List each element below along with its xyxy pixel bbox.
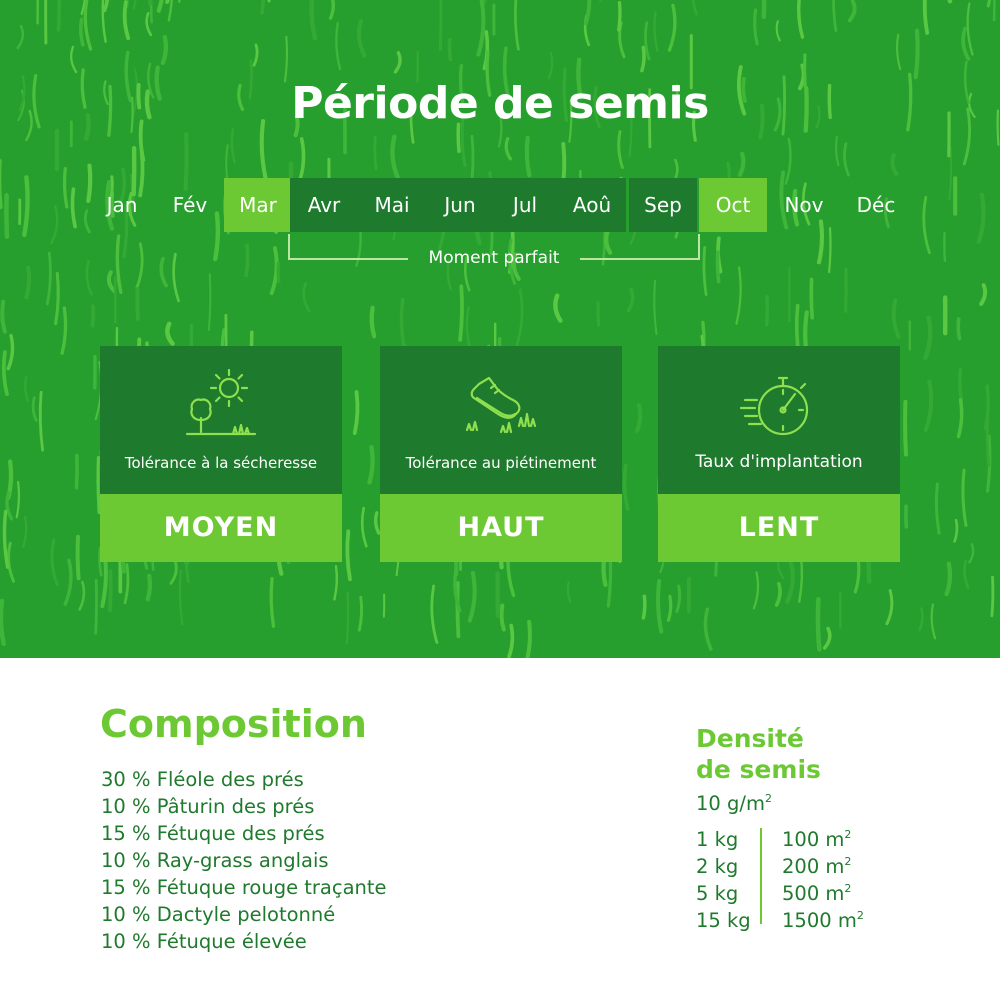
density-row	[696, 828, 936, 855]
grass-blade	[8, 336, 12, 369]
grass-blade	[359, 21, 364, 56]
grass-blade	[331, 0, 334, 18]
density-row	[696, 882, 936, 909]
card-value: MOYEN	[100, 494, 342, 562]
grass-blade	[586, 0, 589, 24]
grass-blade	[52, 206, 57, 243]
density-table	[696, 828, 936, 940]
month-sep: Sep	[629, 178, 697, 232]
perfect-moment-label: Moment parfait	[428, 248, 560, 268]
density-title-line1: Densité	[696, 724, 804, 753]
grass-blade	[392, 137, 398, 179]
month-aug: Aoû	[558, 178, 626, 232]
grass-blade	[600, 0, 603, 1]
grass-blade	[642, 47, 644, 70]
grass-blade	[4, 352, 7, 394]
grass-blade	[401, 300, 405, 353]
grass-blade	[787, 562, 792, 602]
grass-blade	[969, 544, 973, 562]
density-row	[696, 855, 936, 882]
grass-blade	[555, 296, 560, 321]
grass-blade	[375, 137, 376, 169]
grass-blade	[968, 4, 973, 55]
grass-blade	[18, 26, 23, 48]
grass-blade	[704, 247, 706, 294]
grass-blade	[892, 155, 896, 174]
grass-blade	[777, 21, 780, 40]
month-jul: Jul	[491, 178, 559, 232]
grass-blade	[272, 248, 277, 293]
grass-blade	[137, 244, 142, 288]
grass-blade	[93, 306, 94, 325]
month-dec: Déc	[856, 193, 896, 217]
grass-blade	[304, 284, 310, 311]
grass-blade	[109, 272, 114, 291]
grass-blade	[677, 586, 680, 611]
grass-blade	[370, 447, 373, 482]
grass-blade	[992, 577, 993, 616]
grass-blade	[137, 289, 138, 319]
card-header	[380, 346, 622, 494]
density-title-line2: de semis	[696, 755, 821, 784]
grass-blade	[947, 564, 950, 594]
card-value: HAUT	[380, 494, 622, 562]
grass-blade	[777, 584, 780, 605]
grass-blade	[449, 39, 450, 59]
grass-blade	[209, 274, 210, 330]
card-header	[100, 346, 342, 494]
perfect-moment-bracket	[288, 234, 700, 274]
grass-blade	[916, 31, 918, 77]
composition-item: 10 % Dactyle pelotonné	[101, 903, 336, 926]
composition-title: Composition	[100, 702, 367, 746]
grass-blade	[568, 582, 570, 601]
grass-blade	[59, 0, 60, 30]
grass-blade	[669, 5, 674, 50]
grass-blade	[658, 581, 661, 632]
establishment-rate-card	[658, 346, 900, 562]
month-apr: Avr	[290, 178, 358, 232]
grass-blade	[167, 324, 172, 344]
grass-blade	[598, 303, 599, 326]
grass-blade	[80, 582, 84, 610]
grass-blade	[56, 274, 59, 324]
grass-blade	[246, 245, 248, 275]
card-header	[658, 346, 900, 494]
grass-blade	[52, 540, 57, 585]
grass-blade	[740, 154, 743, 175]
stopwatch-icon	[739, 366, 819, 442]
grass-blade	[117, 236, 120, 292]
month-bar	[88, 178, 914, 232]
grass-blade	[509, 626, 512, 657]
grass-blade	[376, 513, 379, 533]
drought-tolerance-card	[100, 346, 342, 562]
month-may: Mai	[358, 178, 426, 232]
grass-blade	[955, 520, 957, 541]
grass-blade	[844, 144, 848, 175]
composition-list	[101, 766, 387, 955]
grass-blade	[625, 465, 628, 509]
grass-blade	[619, 132, 623, 168]
grass-blade	[637, 405, 640, 431]
month-nov: Nov	[784, 193, 824, 217]
grass-blade	[71, 47, 76, 72]
grass-blade	[799, 555, 802, 602]
hero-title: Période de semis	[291, 78, 709, 129]
grass-blade	[887, 591, 892, 624]
grass-blade	[17, 482, 19, 517]
grass-blade	[755, 10, 757, 44]
grass-blade	[470, 573, 475, 620]
density-area: 1500 $m^2$	[782, 909, 864, 932]
grass-blade	[23, 517, 26, 547]
grass-blade	[517, 290, 522, 346]
grass-blade	[334, 566, 336, 599]
grass-blade	[825, 629, 830, 648]
grass-blade	[336, 23, 340, 69]
grass-blade	[27, 268, 30, 298]
grass-blade	[506, 139, 510, 159]
grass-blade	[25, 377, 28, 401]
grass-blade	[786, 139, 791, 184]
grass-blade	[174, 254, 179, 301]
grass-blade	[262, 0, 264, 13]
grass-blade	[958, 319, 959, 338]
grass-blade	[359, 597, 361, 630]
grass-blade	[169, 0, 172, 20]
grass-blade	[604, 558, 606, 585]
density-kg: 2 kg	[696, 855, 739, 878]
grass-blade	[654, 281, 656, 334]
grass-blade	[254, 45, 257, 65]
card-value: LENT	[658, 494, 900, 562]
density-row	[696, 909, 936, 936]
grass-blade	[811, 279, 812, 317]
grass-blade	[78, 537, 79, 579]
grass-blade	[98, 458, 99, 513]
grass-blade	[161, 259, 166, 286]
grass-blade	[180, 571, 182, 624]
grass-blade	[460, 286, 462, 340]
month-oct: Oct	[699, 178, 767, 232]
card-label: Tolérance à la sécheresse	[124, 454, 318, 472]
month-feb: Fév	[172, 193, 208, 217]
grass-blade	[691, 0, 696, 14]
grass-blade	[134, 0, 138, 8]
grass-blade	[285, 37, 287, 82]
composition-item: 10 % Pâturin des prés	[101, 795, 315, 818]
grass-blade	[478, 0, 483, 55]
grass-blade	[619, 3, 620, 30]
grass-blade	[4, 511, 7, 567]
grass-blade	[355, 392, 358, 433]
grass-blade	[171, 559, 176, 583]
density-kg: 5 kg	[696, 882, 739, 905]
grass-blade	[62, 308, 65, 353]
grass-blade	[2, 302, 5, 332]
grass-blade	[987, 420, 989, 466]
grass-blade	[926, 382, 931, 430]
grass-blade	[981, 285, 985, 304]
grass-blade	[395, 53, 400, 72]
month-mar: Mar	[224, 178, 292, 232]
density-rate-unit-sup: 2	[764, 792, 772, 805]
grass-blade	[148, 576, 150, 600]
grass-blade	[643, 596, 644, 618]
grass-blade	[163, 37, 166, 63]
grass-blade	[527, 138, 529, 176]
grass-blade	[645, 23, 649, 59]
grass-blade	[925, 318, 930, 358]
grass-blade	[159, 0, 164, 11]
density-area: 100 $m^2$	[782, 828, 852, 851]
grass-blade	[85, 0, 90, 49]
grass-blade	[262, 121, 266, 178]
grass-blade	[372, 308, 375, 337]
grass-blade	[72, 189, 75, 227]
composition-item: 10 % Fétuque élevée	[101, 930, 307, 953]
density-kg: 15 kg	[696, 909, 751, 932]
grass-blade	[964, 561, 968, 588]
grass-blade	[834, 0, 836, 31]
grass-blade	[266, 0, 270, 1]
month-jun: Jun	[426, 178, 494, 232]
grass-blade	[836, 137, 838, 165]
grass-blade	[960, 370, 962, 401]
grass-blade	[988, 0, 990, 6]
grass-blade	[9, 543, 14, 581]
grass-blade	[936, 484, 939, 533]
grass-blade	[33, 398, 36, 421]
grass-blade	[47, 253, 50, 304]
grass-blade	[897, 35, 900, 69]
density-area: 200 $m^2$	[782, 855, 852, 878]
grass-blade	[347, 593, 348, 644]
grass-blade	[925, 0, 927, 33]
grass-blade	[77, 456, 78, 488]
density-rate-value: 10 g/m	[696, 792, 765, 815]
grass-blade	[271, 579, 273, 627]
grass-blade	[799, 0, 803, 37]
grass-blade	[717, 252, 718, 282]
grass-blade	[850, 1, 855, 20]
grass-blade	[528, 622, 530, 658]
card-label: Tolérance au piétinement	[405, 454, 597, 472]
grass-blade	[24, 177, 27, 235]
grass-blade	[65, 560, 71, 604]
grass-blade	[0, 161, 1, 207]
grass-blade	[654, 13, 657, 51]
grass-blade	[232, 129, 235, 162]
grass-blade	[105, 0, 108, 11]
grass-blade	[64, 169, 66, 207]
grass-blade	[829, 228, 830, 272]
grass-blade	[1, 601, 4, 644]
grass-blade	[920, 609, 923, 631]
grass-blade	[905, 402, 906, 455]
grass-blade	[440, 0, 441, 50]
card-label: Taux d'implantation	[695, 452, 863, 472]
month-jan: Jan	[106, 193, 138, 217]
grass-blade	[150, 0, 152, 4]
grass-blade	[963, 470, 966, 525]
grass-blade	[312, 0, 315, 38]
grass-blade	[959, 400, 962, 437]
grass-blade	[629, 290, 633, 311]
grass-blade	[549, 53, 552, 78]
grass-blade	[6, 195, 7, 236]
grass-blade	[179, 0, 182, 2]
grass-blade	[924, 197, 930, 252]
grass-blade	[669, 596, 671, 620]
grass-blade	[347, 531, 350, 579]
composition-item: 15 % Fétuque rouge traçante	[101, 876, 387, 899]
composition-item: 10 % Ray-grass anglais	[101, 849, 329, 872]
composition-item: 15 % Fétuque des prés	[101, 822, 325, 845]
grass-blade	[432, 586, 437, 643]
density-title	[696, 723, 821, 785]
density-area: 500 $m^2$	[782, 882, 852, 905]
grass-blade	[81, 20, 83, 46]
grass-blade	[501, 606, 503, 630]
density-rate	[696, 792, 772, 815]
grass-blade	[979, 195, 984, 242]
grass-blade	[705, 609, 710, 649]
grass-blade	[932, 604, 935, 638]
grass-blade	[948, 0, 950, 1]
grass-blade	[736, 268, 740, 324]
composition-item: 30 % Fléole des prés	[101, 768, 304, 791]
grass-blade	[818, 599, 820, 649]
grass-blade	[894, 301, 899, 338]
grass-blade	[96, 580, 97, 633]
shoe-grass-icon	[461, 366, 541, 442]
grass-blade	[87, 261, 92, 294]
density-kg: 1 kg	[696, 828, 739, 851]
grass-blade	[754, 572, 758, 608]
grass-blade	[40, 392, 42, 450]
grass-blade	[110, 571, 111, 610]
grass-blade	[278, 263, 279, 281]
grass-blade	[846, 269, 847, 311]
grass-blade	[515, 0, 518, 49]
grass-blade	[362, 508, 366, 546]
sun-tree-icon	[181, 366, 261, 442]
trampling-tolerance-card	[380, 346, 622, 562]
